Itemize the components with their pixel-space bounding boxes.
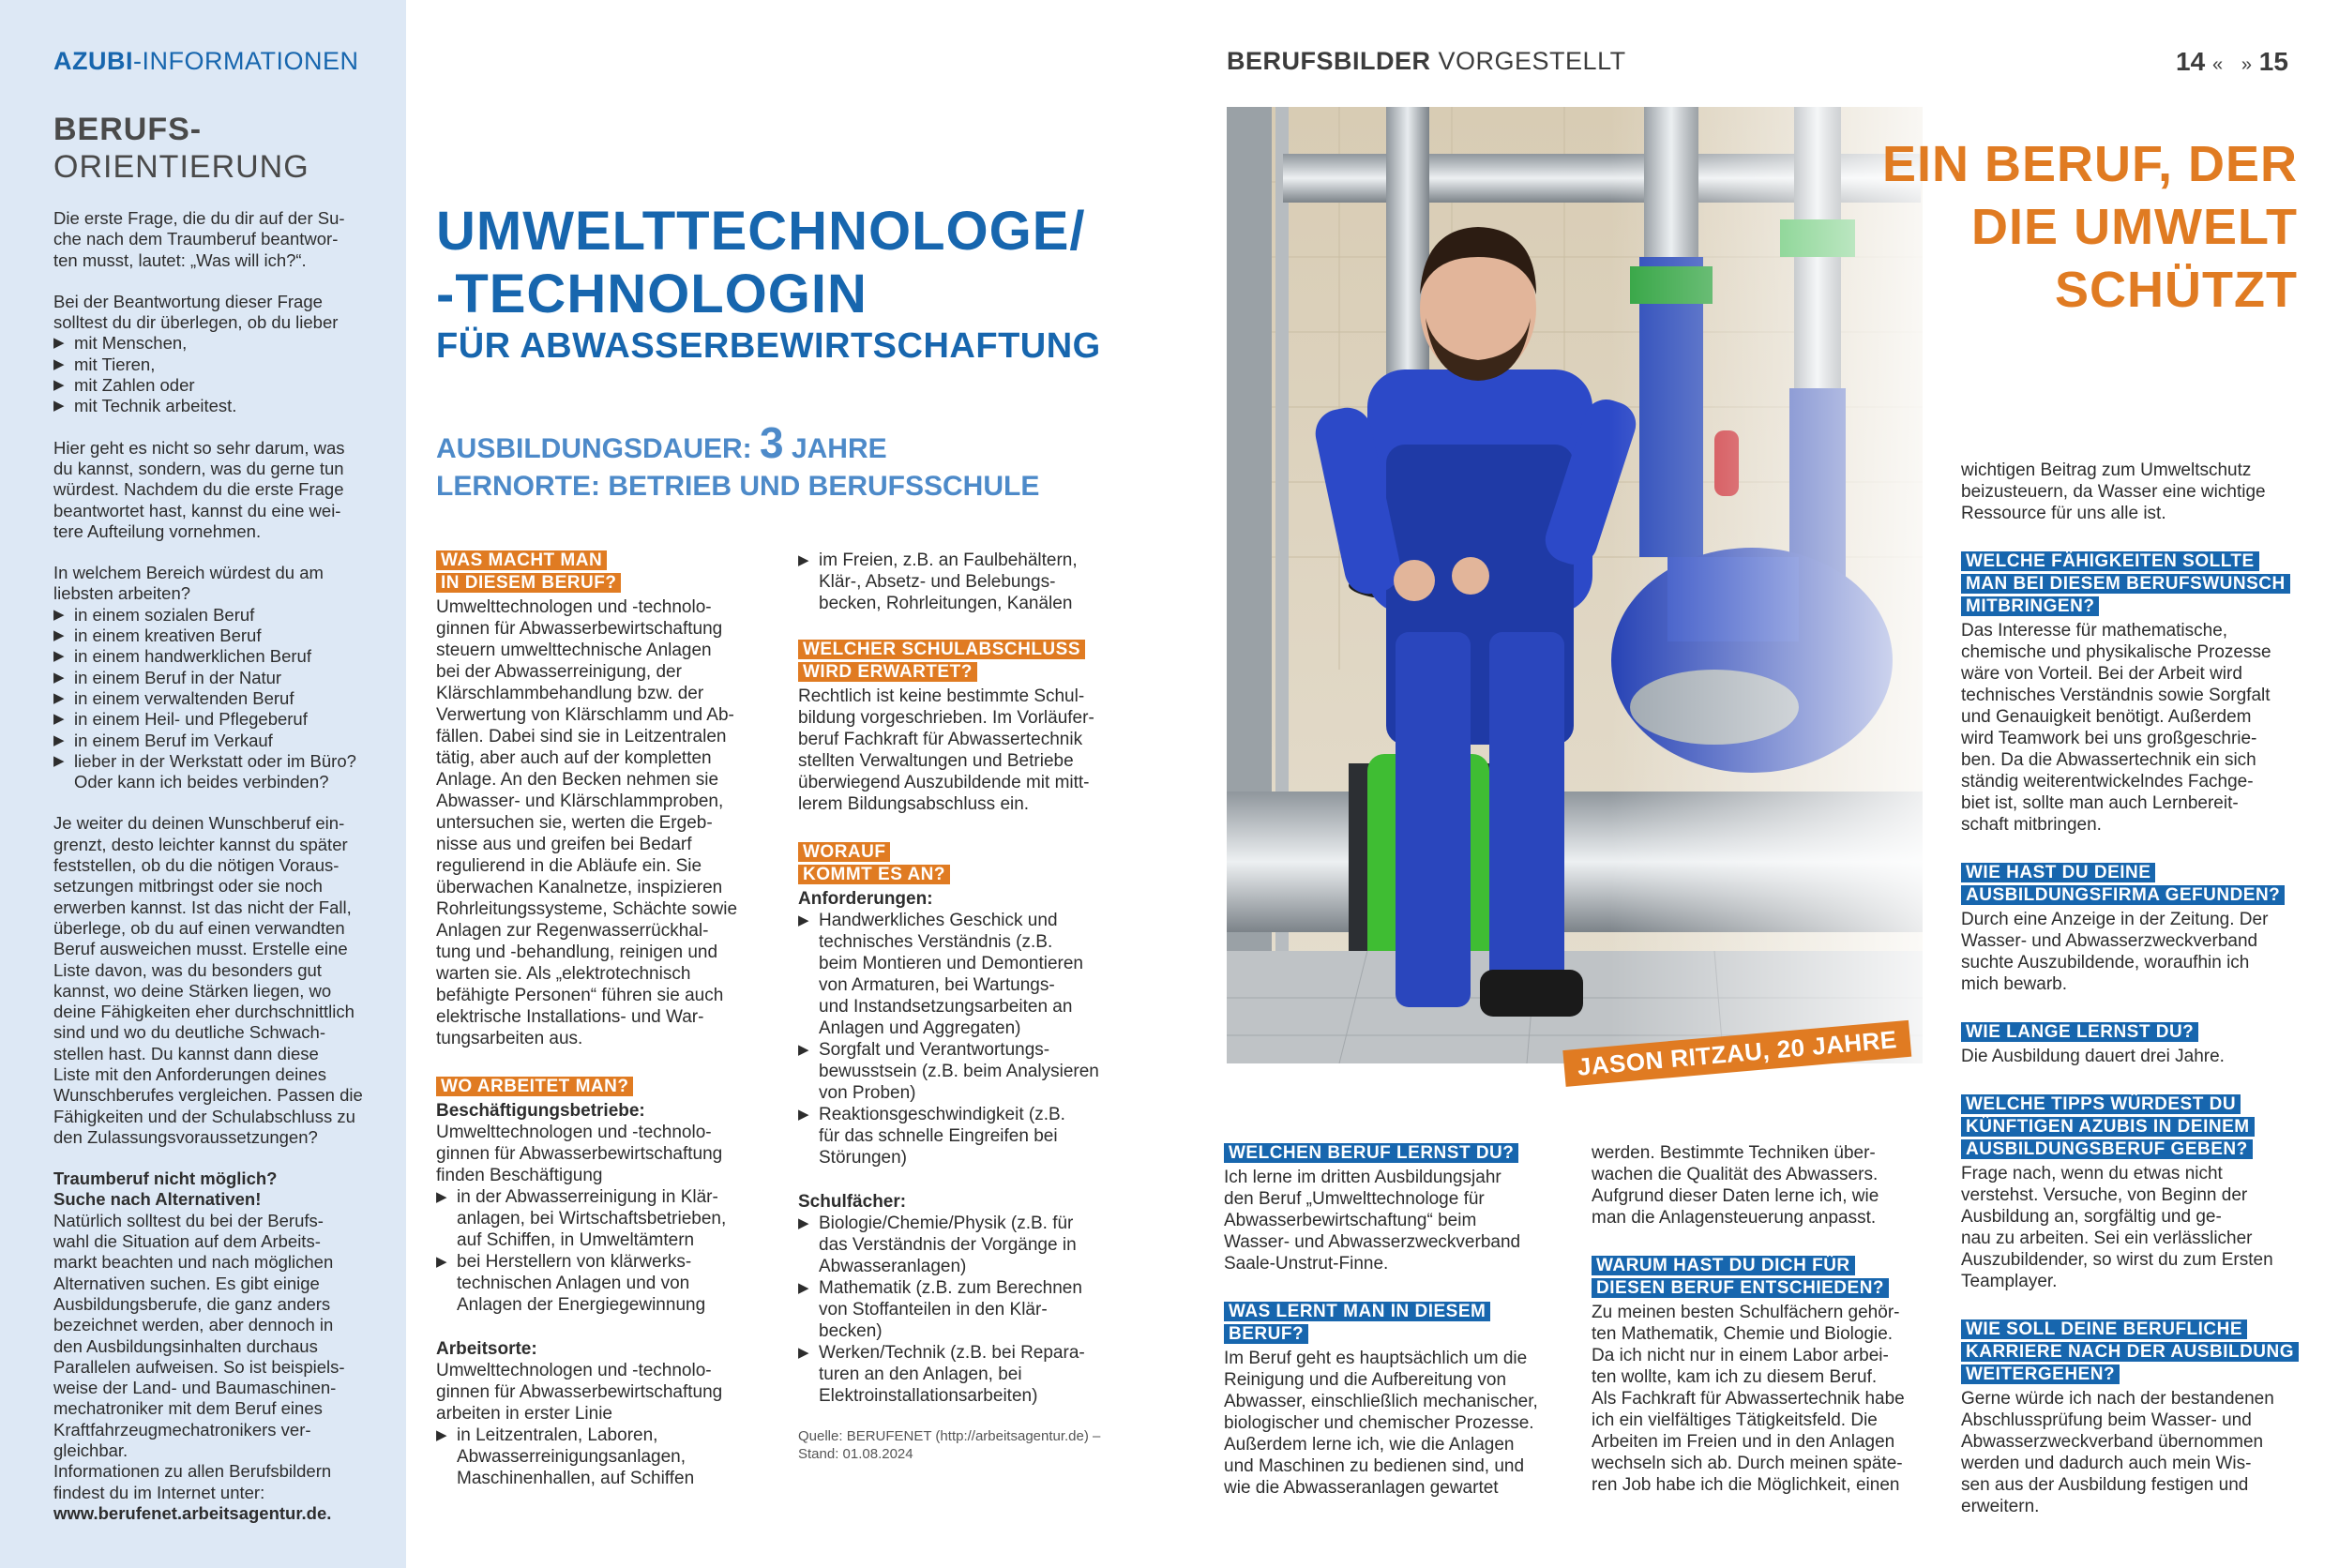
question-label: WORAUF KOMMT ES AN? [798, 842, 950, 884]
page-section-label-rest: VORGESTELLT [1430, 47, 1626, 75]
question-label: WIE LANGE LERNST DU? [1961, 1022, 2198, 1042]
answer-text: Die Ausbildung dauert drei Jahre. [1961, 1047, 2225, 1066]
list-item: ▶ in Leitzentralen, Laboren, Abwasserreinigungsanlagen, Maschinenhallen, auf Schiffen [436, 1425, 760, 1489]
question-label: WIE HAST DU DEINE AUSBILDUNGSFIRMA GEFUNDEN? [1961, 863, 2285, 905]
section-where [436, 1076, 760, 1489]
list-item: ▶ in einem Heil- und Pflegeberuf [53, 709, 382, 730]
interview-q6 [1961, 1021, 2299, 1067]
list-item: ▶ Sorgfalt und Verantwortungs- bewusstsein (z.B. beim Analysieren von Proben) [798, 1039, 1126, 1104]
sidebar-paragraph-2-intro: Bei der Beantwortung dieser Frage solltest du dir überlegen, ob du lieber [53, 291, 339, 333]
question-label: WELCHE FÄHIGKEITEN SOLLTE MAN BEI DIESEM BERUFSWUNSCH MITBRINGEN? [1961, 551, 2290, 616]
page-separator-left: « [2211, 54, 2224, 75]
list-item: ▶ in einem verwaltenden Beruf [53, 688, 382, 709]
answer-text: Im Beruf geht es hauptsächlich um die Reinigung und die Aufbereitung von Abwasser, einschließlich mechanischer, biologischer und chemischer Prozesse. Außerdem lerne ich, wie die Anlagen und Maschinen zu bedienen sind, und wie die Abwasseranlagen gewartet [1224, 1349, 1538, 1498]
question-label: WO ARBEITET MAN? [436, 1077, 633, 1096]
interview-q2 [1224, 1301, 1547, 1499]
list-item: ▶ bei Herstellern von klärwerks- technischen Anlagen und von Anlagen der Energiegewinnung [436, 1251, 760, 1316]
berufenet-link[interactable]: www.berufenet.arbeitsagentur.de. [53, 1502, 332, 1523]
job-places: LERNORTE: BETRIEB UND BERUFSSCHULE [436, 471, 1040, 502]
answer-text: Gerne würde ich nach der bestandenen Abschlussprüfung beim Wasser- und Abwasserzweckverband übernommen werden und dadurch auch mein Wis- sen aus der Ausbildung festigen und erweitern. [1961, 1389, 2274, 1516]
interview-column-2 [1592, 1142, 1920, 1496]
sidebar-paragraph-1: Die erste Frage, die du dir auf der Su- che nach dem Traumberuf beantwor- ten musst, lautet: „Was will ich?“. [53, 208, 345, 270]
answer-text: Ich lerne im dritten Ausbildungsjahr den Beruf „Umwelttechnologe für Abwasserbewirtschaftung“ beim Wasser- und Abwasserzweckverband Saale-Unstrut-Finne. [1224, 1168, 1521, 1274]
interview-q7 [1961, 1093, 2299, 1292]
subjects-heading: Schulfächer: [798, 1192, 907, 1212]
answer-text-continued: wichtigen Beitrag zum Umweltschutz beizusteuern, da Wasser eine wichtige Ressource für uns alle ist. [1961, 460, 2266, 523]
list-item: ▶ Mathematik (z.B. zum Berechnen von Stoffanteilen in den Klär- becken) [798, 1277, 1126, 1342]
answer-text: Umwelttechnologen und -technolo- ginnen für Abwasserbewirtschaftung steuern umwelttechnische Anlagen bei der Abwasserreinigung, der Klärschlammbehandlung bzw. der Verwertung von Klärschlamm und Ab- fällen. Dabei sind sie in Leitzentralen tätig, aber auch auf der kompletten Anlage. An den Becken nehmen sie Abwasser- und Klärschlammproben, untersuchen sie, werten die Ergeb- nisse aus und greifen bei Bedarf regulierend in die Abläufe ein. Sie überwachen Kanalnetze, inspizieren Rohrleitungssysteme, Schächte sowie Anlagen zur Regenwasserrückhal- tung und -behandlung, reinigen und warten sie. Als „elektrotechnisch befähigte Personen“ führen sie auch elektrische Installations- und War- tungsarbeiten aus. [436, 597, 738, 1048]
list-item: ▶ in der Abwasserreinigung in Klär- anlagen, bei Wirtschaftsbetrieben, auf Schiffen, in Umweltämtern [436, 1186, 760, 1251]
page-number-right: 15 [2258, 47, 2288, 76]
sidebar-title [53, 111, 309, 186]
interview-q5 [1961, 862, 2299, 995]
places-heading: Arbeitsorte: [436, 1339, 537, 1359]
sidebar-section-label [53, 47, 358, 76]
job-facts [436, 418, 1040, 504]
sidebar-title-bold: BERUFS- [53, 112, 203, 147]
question-label: WELCHEN BERUF LERNST DU? [1224, 1143, 1518, 1163]
job-duration [436, 418, 1039, 470]
list-item: ▶ in einem Beruf im Verkauf [53, 731, 382, 751]
headline [1810, 133, 2298, 322]
photo-caption-text: JASON RITZAU, 20 JAHRE [1576, 1025, 1898, 1081]
interview-q3 [1592, 1255, 1920, 1496]
headline-line-1: EIN BERUF, DER [1881, 136, 2298, 192]
list-item: ▶ lieber in der Werkstatt oder im Büro? Oder kann ich beides verbinden? [53, 751, 382, 793]
sidebar-paragraph-2 [53, 292, 382, 417]
sidebar-body [53, 208, 382, 1524]
job-duration-label: AUSBILDUNGSDAUER: [436, 433, 752, 464]
requirements-list [798, 910, 1126, 1168]
list-item: ▶ mit Technik arbeitest. [53, 396, 382, 416]
info-column-2 [798, 550, 1126, 1463]
page-section-label-bold: BERUFSBILDER [1227, 47, 1431, 75]
subjects-list [798, 1213, 1126, 1407]
question-label: WARUM HAST DU DICH FÜR DIESEN BERUF ENTSCHIEDEN? [1592, 1256, 1889, 1298]
interview-q4 [1961, 550, 2299, 836]
section-requirements [798, 841, 1126, 1407]
sidebar-paragraph-6-text: Natürlich solltest du bei der Berufs- wahl die Situation auf dem Arbeits- markt beachten und nach möglichen Alternativen suchen. Es gibt einige Ausbildungsberufe, die ganz anders bezeichnet werden, aber dennoch in den Ausbildungsinhalten durchaus Parallelen aufweisen. So ist beispiels- weise der Land- und Baumaschinen- mechatroniker mit dem Beruf eines Kraftfahrzeugmechatronikers ver- gleichbar. Informationen zu allen Berufsbildern findest du im Internet unter: [53, 1210, 345, 1502]
list-item: ▶ mit Tieren, [53, 354, 382, 375]
interview-column-3 [1961, 460, 2299, 1517]
answer-text-continued: werden. Bestimmte Techniken über- wachen die Qualität des Abwassers. Aufgrund dieser Daten lerne ich, wie man die Anlagensteuerung anpasst. [1592, 1143, 1879, 1228]
list-item: ▶ Werken/Technik (z.B. bei Repara- turen an den Anlagen, bei Elektroinstallationsarbeiten) [798, 1342, 1126, 1407]
job-subtitle: FÜR ABWASSERBEWIRTSCHAFTUNG [436, 326, 1101, 366]
list-item: ▶ im Freien, z.B. an Faulbehältern, Klär-, Absetz- und Belebungs- becken, Rohrleitungen, Kanälen [798, 550, 1126, 614]
sidebar-paragraph-5: Je weiter du deinen Wunschberuf ein- grenzt, desto leichter kannst du später feststellen, ob du die nötigen Voraus- setzungen mitbringst oder sie noch erwerben kannst. Ist das nicht der Fall, überlege, ob du auf einen verwandten Beruf ausweichen musst. Erstelle eine Liste davon, was du besonders gut kannst, wo deine Stärken liegen, wo deine Fähigkeiten eher durchschnittlich sind und wo du deutliche Schwach- stellen hast. Du kannst dann diese Liste mit den Anforderungen deines Wunschberufes vergleichen. Passen die Fähigkeiten und der Schulabschluss zu den Zulassungsvoraussetzungen? [53, 813, 363, 1147]
answer-text: Rechtlich ist keine bestimmte Schul- bildung vorgeschrieben. Im Vorläufer- beruf Fachkraft für Abwassertechnik stellten Verwaltungen und Betriebe überwiegend Auszubildende mit mitt- lerem Bildungsabschluss ein. [798, 686, 1094, 814]
list-item: ▶ mit Zahlen oder [53, 375, 382, 396]
source-note: Quelle: BERUFENET (http://arbeitsagentur.de) – Stand: 01.08.2024 [798, 1428, 1101, 1462]
list-item: ▶ mit Menschen, [53, 333, 382, 354]
page-numbers [2176, 47, 2288, 77]
question-label: WAS MACHT MAN IN DIESEM BERUF? [436, 550, 621, 593]
list-item: ▶ in einem sozialen Beruf [53, 605, 382, 626]
page-separator-right: » [2241, 54, 2252, 75]
employers-heading: Beschäftigungsbetriebe: [436, 1101, 645, 1121]
list-item: ▶ Reaktionsgeschwindigkeit (z.B. für das schnelle Eingreifen bei Störungen) [798, 1104, 1126, 1168]
sidebar-section-label-bold: AZUBI [53, 47, 133, 75]
sidebar-title-light: ORIENTIERUNG [53, 149, 309, 185]
page-section-label [1227, 47, 1626, 76]
job-title-line-1: UMWELTTECHNOLOGE/ [436, 201, 1086, 262]
list-item: ▶ in einem Beruf in der Natur [53, 668, 382, 688]
question-label: WIE SOLL DEINE BERUFLICHE KARRIERE NACH DER AUSBILDUNG WEITERGEHEN? [1961, 1319, 2299, 1384]
question-label: WELCHE TIPPS WÜRDEST DU KÜNFTIGEN AZUBIS IN DEINEM AUSBILDUNGSBERUF GEBEN? [1961, 1094, 2255, 1159]
job-duration-value: 3 [760, 418, 784, 467]
question-label: WAS LERNT MAN IN DIESEM BERUF? [1224, 1302, 1490, 1344]
list-item: ▶ in einem handwerklichen Beruf [53, 646, 382, 667]
list-item: ▶ Biologie/Chemie/Physik (z.B. für das Verständnis der Vorgänge in Abwasseranlagen) [798, 1213, 1126, 1277]
info-column-1 [436, 550, 760, 1515]
places-list [436, 1425, 760, 1489]
list-item: ▶ in einem kreativen Beruf [53, 626, 382, 646]
sidebar-section-label-rest: -INFORMATIONEN [133, 47, 359, 75]
job-title-line-2: -TECHNOLOGIN [436, 264, 868, 324]
sidebar-paragraph-4 [53, 563, 382, 792]
answer-text: Zu meinen besten Schulfächern gehör- ten Mathematik, Chemie und Biologie. Da ich nicht nur in einem Labor arbei- ten wollte, kam ich zu diesem Beruf. Als Fachkraft für Abwassertechnik habe ich ein vielfältiges Tätigkeitsfeld. Die Arbeiten im Freien und in den Anlagen wechseln sich ab. Durch meinen späte- ren Job habe ich die Möglichkeit, einen [1592, 1303, 1905, 1495]
interview-q1 [1224, 1142, 1547, 1274]
employers-intro: Umwelttechnologen und -technolo- ginnen für Abwasserbewirtschaftung finden Beschäftigung [436, 1123, 723, 1185]
places-list-continued [798, 550, 1126, 614]
section-school [798, 639, 1126, 815]
interview-q8 [1961, 1319, 2299, 1517]
question-label: WELCHER SCHULABSCHLUSS WIRD ERWARTET? [798, 640, 1085, 682]
answer-text: Durch eine Anzeige in der Zeitung. Der Wasser- und Abwasserzweckverband suchte Auszubildende, woraufhin ich mich bewarb. [1961, 910, 2269, 994]
places-intro: Umwelttechnologen und -technolo- ginnen für Abwasserbewirtschaftung arbeiten in erster Linie [436, 1361, 723, 1424]
headline-line-2: DIE UMWELT [1971, 199, 2298, 255]
sidebar-list-1 [53, 333, 382, 416]
headline-line-3: SCHÜTZT [2055, 262, 2298, 318]
employers-list [436, 1186, 760, 1316]
job-title [436, 199, 1101, 368]
sidebar-list-2 [53, 605, 382, 793]
answer-text: Das Interesse für mathematische, chemische und physikalische Prozesse wäre von Vorteil. Bei der Arbeit wird technisches Verständnis sowie Sorgfalt und Genauigkeit benötigt. Außerdem wird Teamwork bei uns großgeschrie- ben. Da die Abwassertechnik ein sich ständig weiterentwickelndes Fachge- biet ist, sollte man auch Lernbereit- schaft mitbringen. [1961, 621, 2271, 835]
list-item: ▶ Handwerkliches Geschick und technisches Verständnis (z.B. beim Montieren und Demontieren von Armaturen, bei Wartungs- und Instandsetzungsarbeiten an Anlagen und Aggregaten) [798, 910, 1126, 1039]
interview-column-1 [1224, 1142, 1547, 1499]
page-number-left: 14 [2176, 47, 2206, 76]
sidebar-paragraph-4-intro: In welchem Bereich würdest du am liebsten arbeiten? [53, 563, 324, 604]
sidebar-paragraph-6-heading: Traumberuf nicht möglich? Suche nach Alternativen! [53, 1168, 278, 1210]
section-what [436, 550, 760, 1049]
sidebar-paragraph-6 [53, 1168, 382, 1524]
requirements-heading: Anforderungen: [798, 889, 933, 909]
job-duration-unit: JAHRE [791, 433, 887, 464]
sidebar-paragraph-3: Hier geht es nicht so sehr darum, was du kannst, sondern, was du gerne tun würdest. Nachdem du die erste Frage beantwortet hast, kannst du eine wei- tere Aufteilung vornehmen. [53, 437, 345, 541]
answer-text: Frage nach, wenn du etwas nicht verstehst. Versuche, von Beginn der Ausbildung an, sorgfältig und ge- nau zu arbeiten. Sei ein verlässlicher Auszubildender, so wirst du zum Ersten Teamplayer. [1961, 1164, 2273, 1291]
